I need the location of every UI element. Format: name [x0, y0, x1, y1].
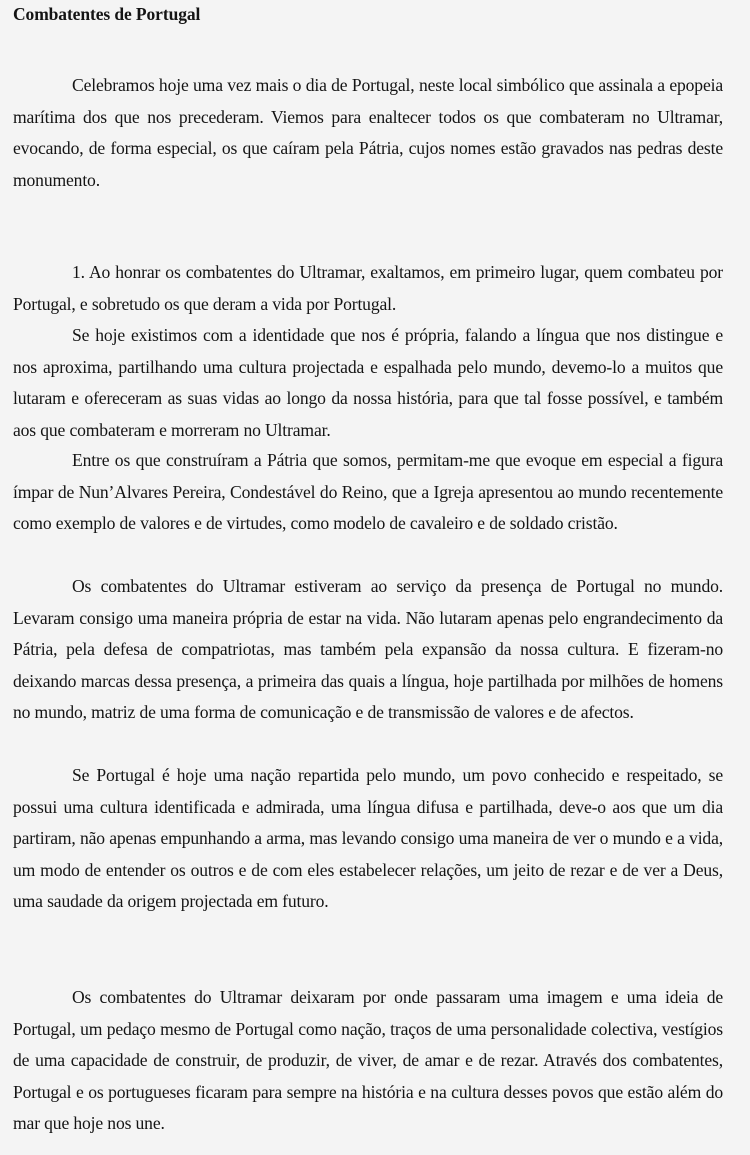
paragraph-identity: Se hoje existimos com a identidade que nos é própria, falando a língua que nos distingue e nos aproxima, partilhando uma cultura projectada e espalhada pelo mundo, devemo-lo a muitos que lutaram e ofereceram as suas vidas ao longo da nossa história, para que tal fosse possível, e também aos que combateram e morreram no Ultramar.: [13, 325, 723, 440]
paragraph-intro: Celebramos hoje uma vez mais o dia de Portugal, neste local simbólico que assinala a epopeia marítima dos que nos precederam. Viemos para enaltecer todos os que combateram no Ultramar, evocando, de forma especial, os que caíram pela Pátria, cujos nomes estão gravados nas pedras deste monumento.: [13, 75, 723, 190]
paragraph-section-1: 1. Ao honrar os combatentes do Ultramar, exaltamos, em primeiro lugar, quem combateu por Portugal, e sobretudo os que deram a vida por Portugal.: [13, 262, 723, 314]
paragraph-legacy: Os combatentes do Ultramar deixaram por onde passaram uma imagem e uma ideia de Portugal, um pedaço mesmo de Portugal como nação, traços de uma personalidade colectiva, vestígios de uma capacidade de construir, de produzir, de viver, de amar e de rezar. Através dos combatentes, Portugal e os portugueses ficaram para sempre na história e na cultura desses povos que estão além do mar que hoje nos une.: [13, 987, 723, 1134]
document-title: Combatentes de Portugal: [13, 4, 201, 24]
paragraph-presence: Os combatentes do Ultramar estiveram ao serviço da presença de Portugal no mundo. Levaram consigo uma maneira própria de estar na vida. Não lutaram apenas pelo engrandecimento da Pátria, pela defesa de compatriotas, mas também pela expansão da nossa cultura. E fizeram-no deixando marcas dessa presença, a primeira das quais a língua, hoje partilhada por milhões de homens no mundo, matriz de uma forma de comunicação e de transmissão de valores e de afectos.: [13, 576, 723, 723]
paragraph-nunalvares: Entre os que construíram a Pátria que somos, permitam-me que evoque em especial a figura ímpar de Nun’Alvares Pereira, Condestável do Reino, que a Igreja apresentou ao mundo recentemente como exemplo de valores e de virtudes, como modelo de cavaleiro e de soldado cristão.: [13, 450, 723, 534]
paragraph-nation: Se Portugal é hoje uma nação repartida pelo mundo, um povo conhecido e respeitado, se possui uma cultura identificada e admirada, uma língua difusa e partilhada, deve-o aos que um dia partiram, não apenas empunhando a arma, mas levando consigo uma maneira de ver o mundo e a vida, um modo de entender os outros e de com eles estabelecer relações, um jeito de rezar e de ver a Deus, uma saudade da origem projectada em futuro.: [13, 765, 723, 912]
